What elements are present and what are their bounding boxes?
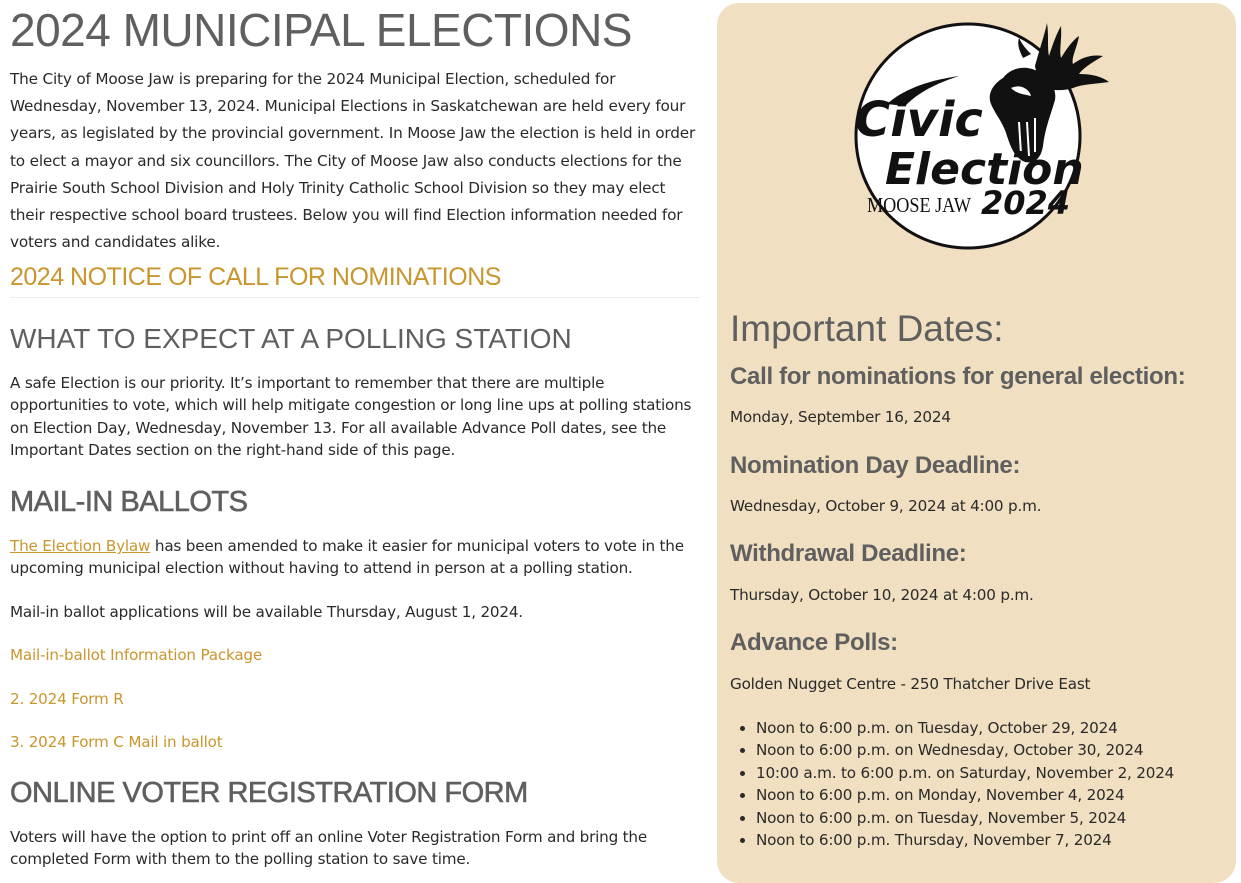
advance-poll-item: • Noon to 6:00 p.m. Thursday, November 7, 2024 (756, 829, 1174, 851)
important-dates-heading: Important Dates: (730, 308, 1004, 349)
polling-station-heading: WHAT TO EXPECT AT A POLLING STATION (10, 323, 572, 354)
advance-poll-item: • Noon to 6:00 p.m. on Monday, November 4, 2024 (756, 784, 1174, 806)
call-for-nominations-date: Monday, September 16, 2024 (730, 408, 951, 426)
form-r-link[interactable]: 2. 2024 Form R (10, 690, 124, 708)
civic-election-logo (835, 18, 1125, 253)
advance-poll-item: • 10:00 a.m. to 6:00 p.m. on Saturday, November 2, 2024 (756, 762, 1174, 784)
advance-poll-item: • Noon to 6:00 p.m. on Tuesday, October 29, 2024 (756, 717, 1174, 739)
election-bylaw-text: has been amended to make it easier for municipal voters to vote in the upcoming municipal election without having to attend in person at a polling station. (10, 537, 684, 578)
logo-election-text: Election (885, 144, 1084, 195)
logo-city-text: MOOSE JAW (867, 193, 972, 217)
call-for-nominations-heading: Call for nominations for general election: (730, 363, 1186, 390)
logo-year-text: 2024 (981, 184, 1071, 222)
withdrawal-deadline-date: Thursday, October 10, 2024 at 4:00 p.m. (730, 586, 1034, 604)
logo-civic-text: Civic (855, 92, 983, 148)
nomination-deadline-heading: Nomination Day Deadline: (730, 452, 1021, 479)
voter-registration-paragraph: Voters will have the option to print off an online Voter Registration Form and bring the completed Form with them to the polling station to save time. (10, 828, 647, 869)
mail-in-availability-text: Mail-in ballot applications will be available Thursday, August 1, 2024. (10, 603, 523, 621)
mail-in-ballots-heading: MAIL-IN BALLOTS (10, 486, 248, 518)
advance-polls-heading: Advance Polls: (730, 629, 898, 656)
withdrawal-deadline-heading: Withdrawal Deadline: (730, 540, 967, 567)
section-divider (10, 297, 700, 298)
notice-of-call-for-nominations-link[interactable]: 2024 NOTICE OF CALL FOR NOMINATIONS (10, 263, 501, 291)
mail-in-info-package-link[interactable]: Mail-in-ballot Information Package (10, 646, 263, 664)
advance-polls-location: Golden Nugget Centre - 250 Thatcher Drive East (730, 675, 1091, 693)
advance-poll-item: • Noon to 6:00 p.m. on Tuesday, November 5, 2024 (756, 807, 1174, 829)
form-c-link[interactable]: 3. 2024 Form C Mail in ballot (10, 733, 223, 751)
election-bylaw-link[interactable]: The Election Bylaw (10, 537, 151, 555)
advance-polls-list (730, 717, 1174, 851)
voter-registration-heading: ONLINE VOTER REGISTRATION FORM (10, 777, 528, 809)
important-dates-sidebar (717, 3, 1236, 883)
nomination-deadline-date: Wednesday, October 9, 2024 at 4:00 p.m. (730, 497, 1042, 515)
polling-station-paragraph: A safe Election is our priority. It’s important to remember that there are multiple opportunities to vote, which will help mitigate congestion or long line ups at polling stations on Election Day, Wednesday, November 13. For all available Advance Poll dates, see the Important Dates section on the right-hand side of this page. (10, 374, 692, 460)
advance-poll-item: • Noon to 6:00 p.m. on Wednesday, October 30, 2024 (756, 739, 1174, 761)
intro-paragraph: The City of Moose Jaw is preparing for the 2024 Municipal Election, scheduled for Wednesday, November 13, 2024. Municipal Elections in Saskatchewan are held every four years, as legislated by the provincial government. In Moose Jaw the election is held in order to elect a mayor and six councillors. The City of Moose Jaw also conducts elections for the Prairie South School Division and Holy Trinity Catholic School Division so they may elect their respective school board trustees. Below you will find Election information needed for voters and candidates alike. (10, 70, 696, 252)
page-title: 2024 MUNICIPAL ELECTIONS (10, 4, 632, 56)
election-bylaw-paragraph (10, 535, 700, 580)
